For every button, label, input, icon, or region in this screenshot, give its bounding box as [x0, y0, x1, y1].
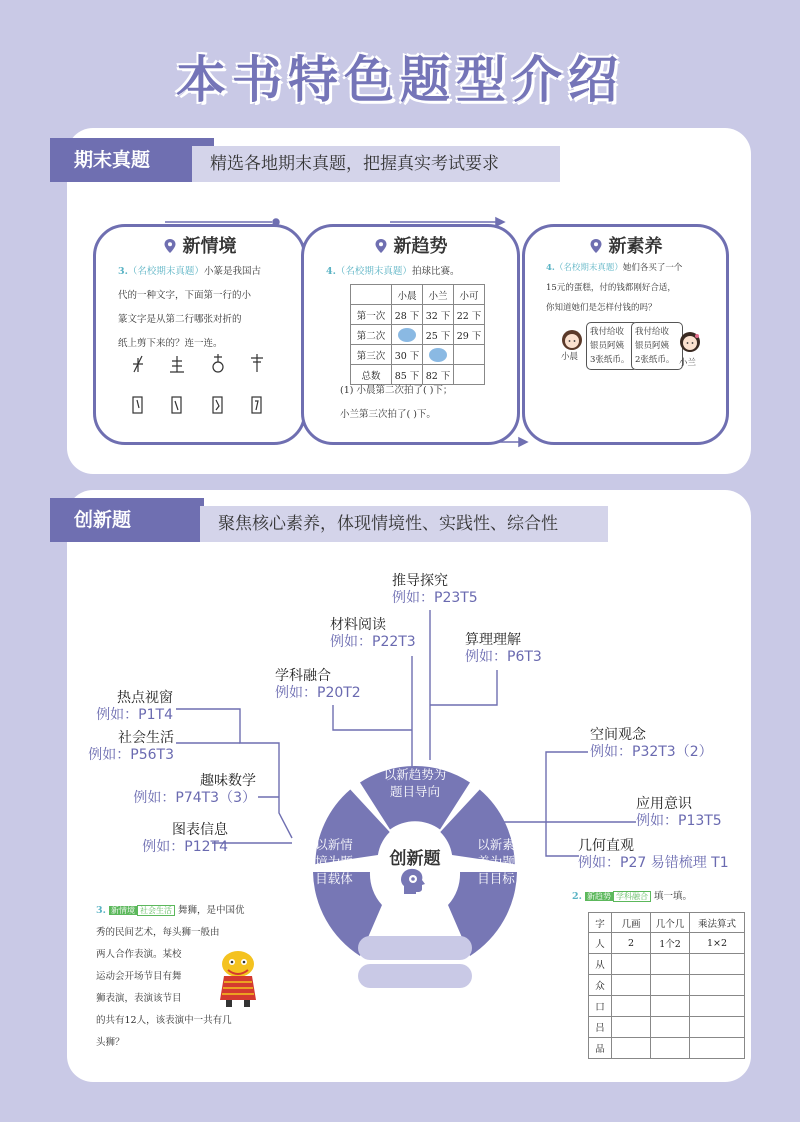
node-derivation: 推导探究 例如：P23T5	[392, 573, 478, 606]
tag-outline: 学科融合	[613, 891, 651, 902]
gauge-left-label: 以新情 境为题 目载体	[315, 837, 353, 886]
question-text: 4.（名校期末真题）她们各买了一个 15元的蛋糕，付的钱都刚好合适， 你知道她们是怎样付钱的吗？	[546, 263, 683, 313]
name-left: 小晨	[561, 352, 579, 362]
node-arithmetic-understanding: 算理理解 例如：P6T3	[465, 632, 542, 665]
node-chart-info: 图表信息 例如：P12T4	[142, 822, 228, 855]
panel-heading-label: 新趋势	[393, 236, 448, 257]
section-tab-final-exam: 期末真题	[50, 138, 214, 182]
ball-game-table: 小晨 小兰 小可 第一次 28 下 32 下 22 下 第二次 25 下 29 下 第三次 30 下 总数 85 下 82 下	[350, 284, 485, 385]
name-right: 小兰	[679, 358, 697, 368]
tag-green: 新趋势	[586, 892, 611, 901]
node-spatial-concept: 空间观念 例如：P32T3（2）	[590, 727, 713, 760]
speech-bubble-right: 我付给收 银员阿姨 2张纸币。	[631, 322, 683, 370]
section-subtitle-innovation: 聚焦核心素养，体现情境性、实践性、综合性	[200, 506, 608, 542]
node-fun-math: 趣味数学 例如：P74T3（3）	[133, 773, 256, 806]
panel-heading-label: 新情境	[182, 236, 237, 257]
node-social-life: 社会生活 例如：P56T3	[88, 730, 174, 763]
character-stroke-table: 字 几画 几个几 乘法算式 人 2 1个2 1×2 从 众 口 吕 品	[588, 912, 745, 1059]
question-text: 3.（名校期末真题）小篆是我国古 代的一种文字，下面第一行的小 篆文字是从第二行哪张对折的 纸上剪下来的？连一连。	[118, 266, 261, 349]
tag-outline: 社会生活	[137, 905, 175, 916]
example-question-right: 2. 新趋势 学科融合 填一填。	[572, 891, 692, 902]
tag-green: 新情境	[110, 906, 135, 915]
section-tab-innovation: 创新题	[50, 498, 204, 542]
gauge-right-label: 以新素 养为题 目目标	[477, 837, 515, 886]
node-hot-topics: 热点视窗 例如：P1T4	[96, 690, 173, 723]
sub-question: (1) 小晨第二次拍了( )下； 小兰第三次拍了( )下。	[340, 385, 453, 420]
page-title: 本书特色题型介绍	[176, 51, 624, 109]
lion-dance-illustration	[214, 948, 262, 1008]
node-application: 应用意识 例如：P13T5	[636, 796, 722, 829]
gauge-center-label: 创新题	[389, 849, 441, 869]
node-subject-integration: 学科融合 例如：P20T2	[275, 668, 361, 701]
panel-heading-label: 新素养	[608, 236, 663, 257]
node-geometric-intuition: 几何直观 例如：P27 易错梳理 T1	[578, 838, 729, 871]
node-material-reading: 材料阅读 例如：P22T3	[330, 617, 416, 650]
brain-gear-icon	[401, 869, 425, 894]
example-question-left: 3. 新情境 社会生活 舞狮，是中国优 秀的民间艺术，每头狮一般由 两人合作表演。某校 运动会开场节目有舞 狮表演，表演该节目 的共有12人，该表演中一共有几 头狮？	[96, 905, 245, 1048]
section-subtitle-final-exam: 精选各地期末真题，把握真实考试要求	[192, 146, 560, 182]
question-text: 4.（名校期末真题）拍球比赛。	[326, 266, 460, 277]
gauge-top-label: 以新趋势为 题目导向	[383, 767, 447, 799]
speech-bubble-left: 我付给收 银员阿姨 3张纸币。	[586, 322, 638, 370]
